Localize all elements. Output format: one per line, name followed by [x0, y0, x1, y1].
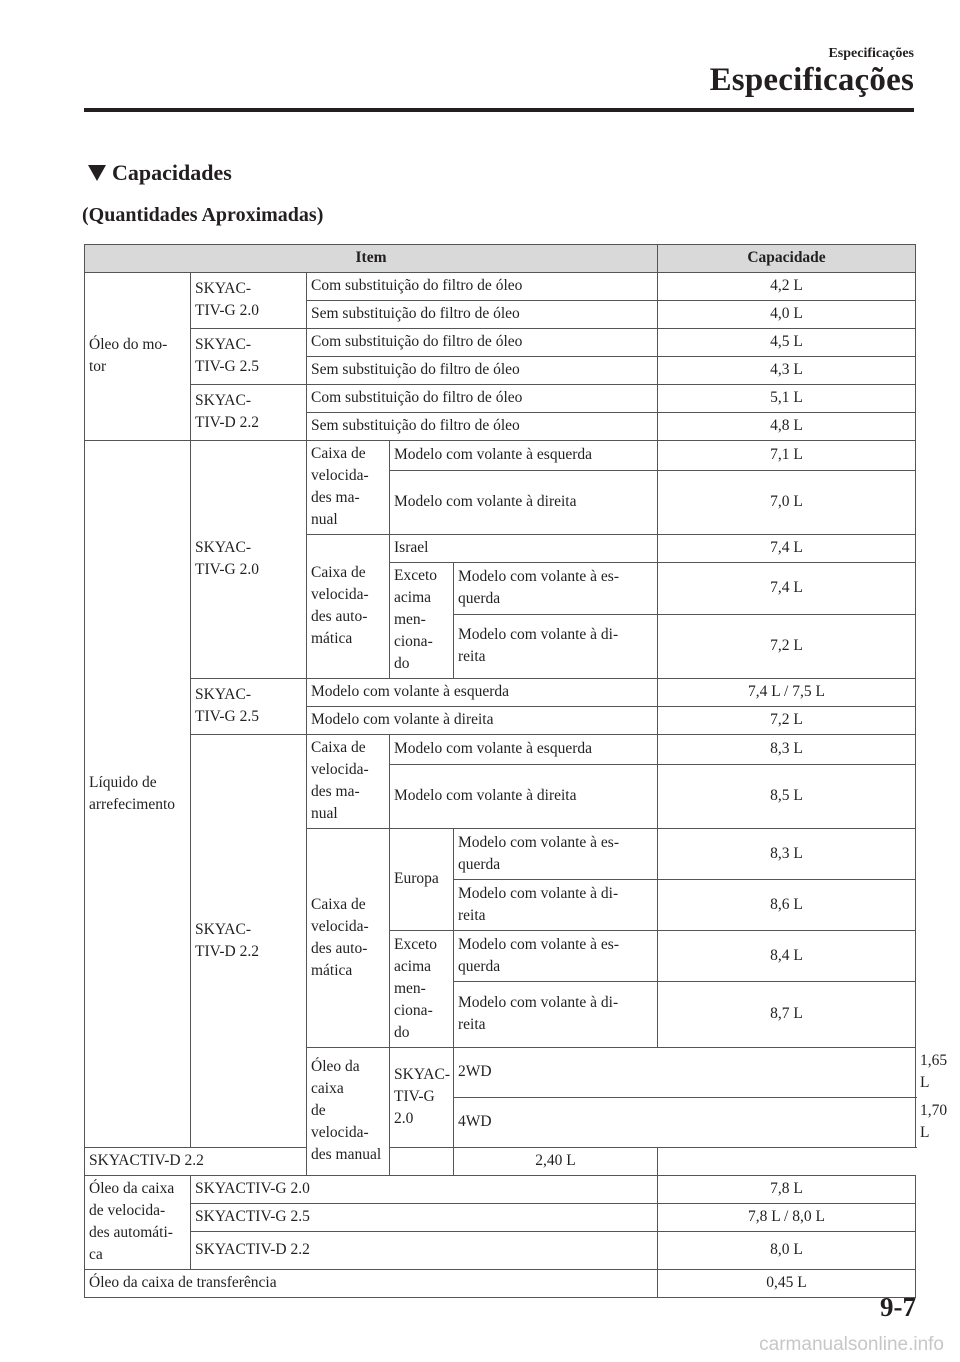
condition-label: Modelo com volante à es- querda: [454, 931, 658, 982]
table-row: Óleo da caixa de velocida- des manual SKYAC- TIV-G 2.0 2WD 1,65 L: [85, 1048, 916, 1098]
drive-label: 2WD: [454, 1048, 916, 1098]
engine-label: SKYAC- TIV-D 2.2: [191, 385, 307, 441]
table-row: [85, 735, 916, 765]
capacity-value: 7,0 L: [658, 471, 916, 535]
capacity-value: 4,5 L: [658, 329, 916, 357]
table-row: [85, 273, 916, 301]
capacity-value: 8,7 L: [658, 982, 916, 1048]
engine-oil-label: Óleo do mo- tor: [85, 273, 191, 441]
region-label: Exceto acima men- ciona- do: [390, 931, 454, 1048]
manual-trans-oil-label: Óleo da caixa de velocida- des manual: [307, 1048, 390, 1176]
condition-label: Modelo com volante à di- reita: [454, 615, 658, 679]
condition-label: Modelo com volante à di- reita: [454, 880, 658, 931]
engine-label: SKYACTIV-G 2.0: [191, 1176, 658, 1204]
capacity-value: 8,4 L: [658, 931, 916, 982]
table-row: [85, 1270, 916, 1298]
watermark: carmanualsonline.info: [759, 1334, 944, 1355]
capacity-value: 0,45 L: [658, 1270, 916, 1298]
transmission-label: Caixa de velocida- des auto- mática: [307, 535, 390, 679]
coolant-label: Líquido de arrefecimento: [85, 441, 191, 1148]
capacity-value: 4,3 L: [658, 357, 916, 385]
condition-label: Com substituição do filtro de óleo: [307, 273, 658, 301]
capacity-value: 4,0 L: [658, 301, 916, 329]
table-row: [85, 329, 916, 357]
condition-label: Modelo com volante à direita: [307, 707, 658, 735]
header-rule: [84, 108, 914, 112]
table-row: [85, 679, 916, 707]
running-header-title: Especificações: [709, 62, 914, 98]
table-row: [85, 1204, 916, 1232]
transmission-label: Caixa de velocida- des ma- nual: [307, 735, 390, 829]
capacity-value: 8,6 L: [658, 880, 916, 931]
condition-label: Com substituição do filtro de óleo: [307, 329, 658, 357]
table-row: [85, 1176, 916, 1204]
capacity-value: 7,4 L: [658, 563, 916, 615]
region-label: Israel: [390, 535, 658, 563]
engine-label: SKYACTIV-D 2.2: [85, 1148, 454, 1176]
condition-label: Modelo com volante à esquerda: [390, 735, 658, 765]
condition-label: Sem substituição do filtro de óleo: [307, 357, 658, 385]
condition-label: Modelo com volante à esquerda: [390, 441, 658, 471]
header-capacity: Capacidade: [658, 245, 916, 273]
capacity-value: 7,4 L: [658, 535, 916, 563]
table-row: [85, 385, 916, 413]
table-header-row: [85, 245, 916, 273]
condition-label: Modelo com volante à direita: [390, 471, 658, 535]
capacities-table: [84, 244, 948, 1298]
header-item: Item: [85, 245, 658, 273]
capacity-value: 2,40 L: [454, 1148, 658, 1176]
running-header-small: Especificações: [828, 46, 914, 61]
table-row: [85, 441, 916, 471]
section-title: [88, 160, 232, 186]
condition-label: Modelo com volante à esquerda: [307, 679, 658, 707]
table-row: 4WD 1,70 L: [85, 1098, 916, 1148]
capacity-value: 7,1 L: [658, 441, 916, 471]
triangle-bullet-icon: [88, 165, 106, 181]
capacity-value: 7,2 L: [658, 615, 916, 679]
condition-label: Com substituição do filtro de óleo: [307, 385, 658, 413]
condition-label: Modelo com volante à es- querda: [454, 563, 658, 615]
capacity-value: 8,0 L: [658, 1232, 916, 1270]
capacity-value: 8,3 L: [658, 829, 916, 880]
region-label: Exceto acima men- ciona- do: [390, 563, 454, 679]
capacity-value: 4,2 L: [658, 273, 916, 301]
capacity-value: 7,4 L / 7,5 L: [658, 679, 916, 707]
section-title-text: Capacidades: [112, 160, 232, 185]
engine-label: SKYAC- TIV-G 2.5: [191, 329, 307, 385]
capacity-value: 8,5 L: [658, 765, 916, 829]
engine-label: SKYAC- TIV-G 2.0: [191, 441, 307, 679]
capacity-value: 7,8 L / 8,0 L: [658, 1204, 916, 1232]
drive-label: 4WD: [454, 1098, 916, 1148]
engine-label: SKYAC- TIV-G 2.0: [191, 273, 307, 329]
capacity-value: 5,1 L: [658, 385, 916, 413]
engine-label: SKYAC- TIV-G 2.0: [390, 1048, 454, 1148]
condition-label: Modelo com volante à di- reita: [454, 982, 658, 1048]
engine-label: SKYACTIV-G 2.5: [191, 1204, 658, 1232]
condition-label: Sem substituição do filtro de óleo: [307, 301, 658, 329]
table-row: [85, 1232, 916, 1270]
engine-label: SKYACTIV-D 2.2: [191, 1232, 658, 1270]
page-number: 9-7: [880, 1292, 916, 1322]
condition-label: Modelo com volante à direita: [390, 765, 658, 829]
capacity-value: 7,2 L: [658, 707, 916, 735]
section-subtitle: (Quantidades Aproximadas): [82, 204, 324, 226]
engine-label: SKYAC- TIV-G 2.5: [191, 679, 307, 735]
transmission-label: Caixa de velocida- des ma- nual: [307, 441, 390, 535]
auto-trans-oil-label: Óleo da caixa de velocida- des automáti- ca: [85, 1176, 191, 1270]
capacity-value: 7,8 L: [658, 1176, 916, 1204]
capacity-value: 8,3 L: [658, 735, 916, 765]
transfer-oil-label: Óleo da caixa de transferência: [85, 1270, 658, 1298]
region-label: Europa: [390, 829, 454, 931]
condition-label: Sem substituição do filtro de óleo: [307, 413, 658, 441]
condition-label: Modelo com volante à es- querda: [454, 829, 658, 880]
capacity-value: 4,8 L: [658, 413, 916, 441]
table-row: [85, 1148, 916, 1176]
engine-label: SKYAC- TIV-D 2.2: [191, 735, 307, 1148]
transmission-label: Caixa de velocida- des auto- mática: [307, 829, 390, 1048]
